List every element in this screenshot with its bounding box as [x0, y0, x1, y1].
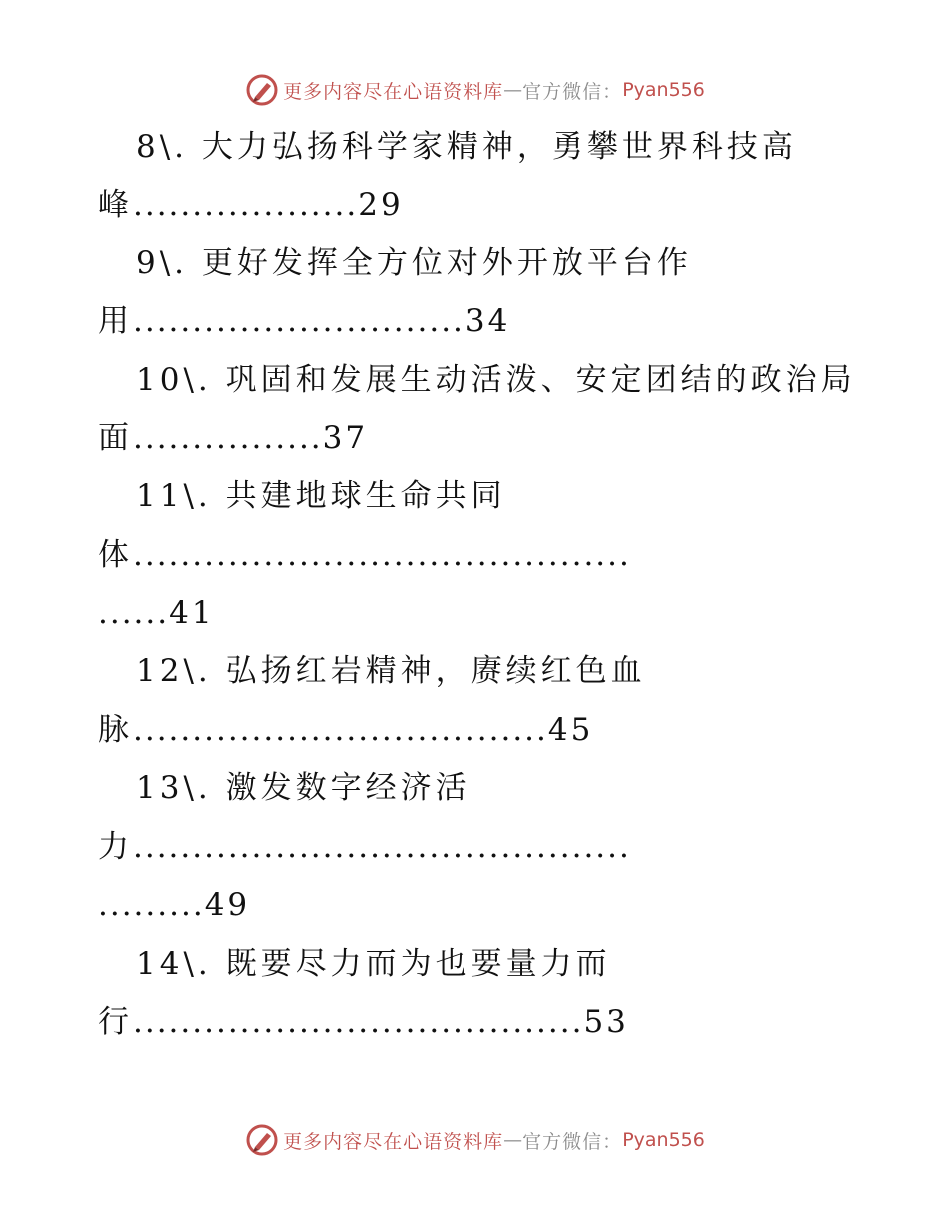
toc-entry-9-page: 34	[464, 303, 511, 339]
toc-entry-14-title: 14\. 既要尽力而为也要量力而	[136, 946, 611, 982]
toc-entry-13-dots-cont: .........	[98, 887, 205, 923]
banner-wechat-id: Pyan556	[622, 79, 705, 101]
toc-entry-11-page: 41	[169, 595, 215, 631]
toc-entry-9-last-word: 用	[98, 303, 133, 339]
toc-entry-11-leader	[98, 530, 631, 580]
toc-entry-14-page: 53	[583, 1004, 629, 1040]
banner-brand-text: 更多内容尽在心语资料库	[283, 80, 504, 103]
toc-entry-13-title: 13\. 激发数字经济活	[136, 770, 471, 806]
toc-entry-14-leader	[98, 997, 629, 1047]
toc-entry-9-title: 9\. 更好发挥全方位对外开放平台作	[136, 245, 692, 281]
toc-entry-13-leader-cont	[98, 880, 250, 930]
toc-entry-12-dots: ...................................	[133, 712, 548, 748]
toc-entry-8-page: 29	[358, 187, 404, 223]
toc-entry-14-last-word: 行	[98, 1004, 133, 1040]
toc-entry-9-dots: ............................	[133, 303, 465, 339]
toc-entry-11-last-word: 体	[98, 537, 133, 573]
toc-entry-11-leader-cont	[98, 588, 215, 638]
banner-wechat-id: Pyan556	[622, 1129, 705, 1151]
toc-entry-11-dots: ..........................................	[133, 537, 631, 573]
banner-dash: —	[503, 79, 523, 101]
toc-entry-14-dots: ......................................	[133, 1004, 584, 1040]
toc-entry-13-leader	[98, 822, 631, 872]
banner-wechat-label: 官方微信：	[522, 80, 623, 103]
toc-entry-13-dots: ..........................................	[133, 829, 631, 865]
toc-entry-12-title: 12\. 弘扬红岩精神，赓续红色血	[136, 653, 646, 689]
toc-entry-10-page: 37	[322, 420, 369, 456]
toc-entry-8-dots: ...................	[133, 187, 359, 223]
toc-entry-10-dots: ................	[133, 420, 323, 456]
toc-entry-8-last-word: 峰	[98, 187, 133, 223]
toc-entry-10-title: 10\. 巩固和发展生动活泼、安定团结的政治局	[136, 362, 856, 398]
toc-entry-13-last-word: 力	[98, 829, 133, 865]
toc-entry-10-last-word: 面	[98, 420, 133, 456]
banner-dash: —	[503, 1129, 523, 1151]
banner-brand-text: 更多内容尽在心语资料库	[283, 1130, 504, 1153]
toc-entry-8-leader	[98, 180, 404, 230]
toc-entry-8-title: 8\. 大力弘扬科学家精神，勇攀世界科技高	[136, 129, 797, 165]
toc-entry-10-leader	[98, 413, 368, 463]
banner-wechat-label: 官方微信：	[522, 1130, 623, 1153]
toc-entry-12-last-word: 脉	[98, 712, 133, 748]
toc-entry-12-leader	[98, 705, 593, 755]
toc-entry-13-page: 49	[204, 887, 251, 923]
toc-entry-12-page: 45	[547, 712, 594, 748]
pen-logo-icon	[245, 1123, 279, 1157]
toc-entry-11-dots-cont: ......	[98, 595, 170, 631]
toc-entry-11-title: 11\. 共建地球生命共同	[136, 478, 506, 514]
toc-entry-9-leader	[98, 296, 510, 346]
footer-banner	[0, 1120, 950, 1160]
